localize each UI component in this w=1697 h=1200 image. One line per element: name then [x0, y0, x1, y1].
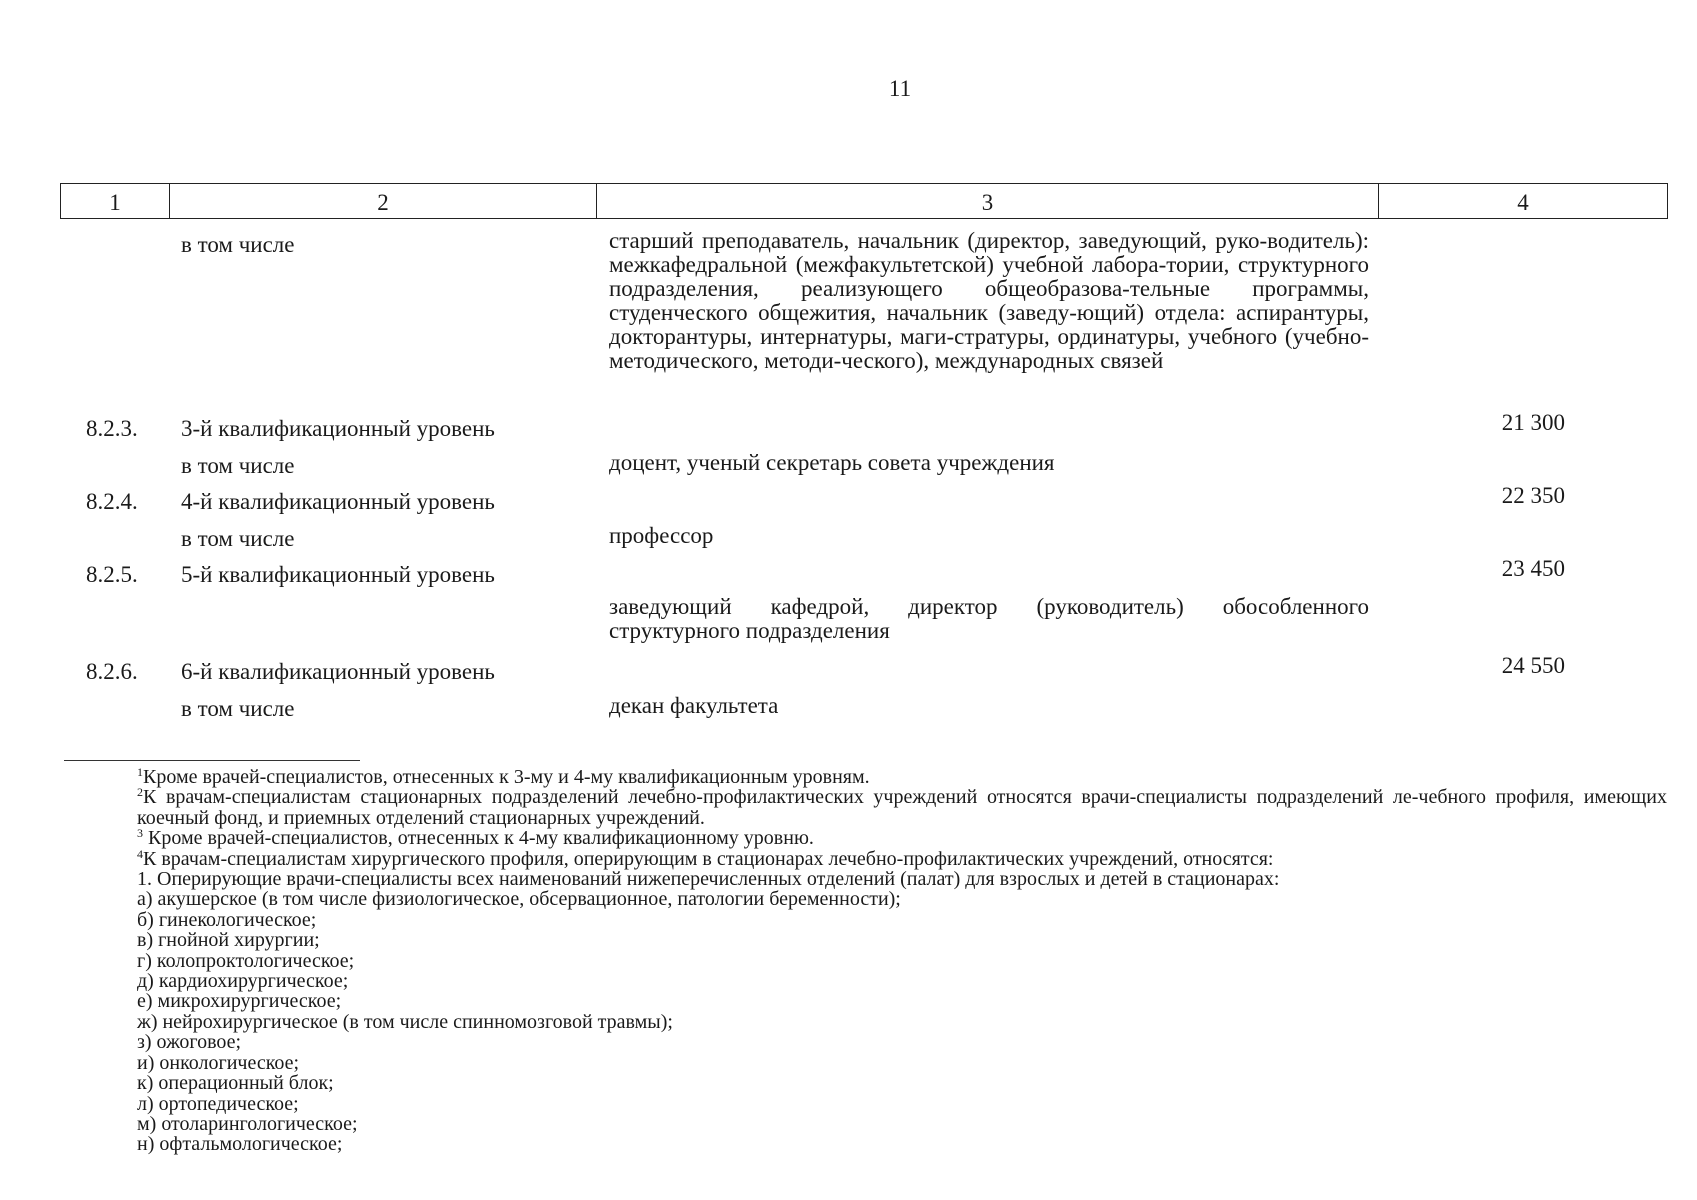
row-description: декан факультета [609, 693, 779, 718]
footnote-line: ж) нейрохирургическое (в том числе спинномозговой травмы); [137, 1010, 673, 1033]
footnote-line: д) кардиохирургическое; [137, 970, 349, 993]
footnote [137, 787, 1667, 828]
footnote-separator [64, 760, 360, 761]
column-header-4: 4 [1517, 190, 1529, 215]
row-name: в том числе [181, 232, 295, 257]
footnote-line: м) отоларингологическое; [137, 1112, 358, 1135]
footnote-line: е) микрохирургическое; [137, 990, 342, 1013]
row-description: доцент, ученый секретарь совета учреждения [609, 450, 1055, 475]
row-description: старший преподаватель, начальник (директор, заведующий, руко-водитель): межкафедральной (межфакультетской) учебной лабора-тории, структурного подразделения, реализующего общеобразова-тельные программы, студенческого общежития, начальник (заведу-ющий) отдела: аспирантуры, докторантуры, интернатуры, маги-стратуры, ординатуры, учебного (учебно-методического, методи-ческого), международных связей [609, 228, 1369, 373]
row-name: в том числе [181, 453, 295, 478]
column-header-2: 2 [170, 184, 597, 218]
row-name: 3-й квалификационный уровень [181, 416, 495, 441]
footnote-text: К врачам-специалистам стационарных подразделений лечебно-профилактических учреждений относятся врачи-специалисты подразделений ле-чебного профиля, имеющих коечный фонд, и приемных отделений стационарных учреждений. [137, 786, 1667, 829]
row-name: 5-й квалификационный уровень [181, 562, 495, 587]
footnote-text: Кроме врачей-специалистов, отнесенных к 3-му и 4-му квалификационным уровням. [143, 766, 870, 788]
footnote-line: н) офтальмологическое; [137, 1133, 343, 1156]
row-number: 8.2.5. [86, 562, 138, 587]
footnote-line: и) онкологическое; [137, 1051, 300, 1074]
page-number: 11 [888, 76, 912, 101]
footnote-line: л) ортопедическое; [137, 1092, 299, 1115]
row-value: 21 300 [1501, 410, 1565, 435]
footnote-mark: 4 [137, 846, 143, 861]
row-number: 8.2.6. [86, 659, 138, 684]
footnote-line: з) ожоговое; [137, 1031, 242, 1054]
column-header-1: 1 [61, 184, 170, 218]
row-value: 23 450 [1501, 556, 1565, 581]
footnote-line: к) операционный блок; [137, 1072, 334, 1095]
row-name: в том числе [181, 526, 295, 551]
footnote-text: К врачам-специалистам хирургического профиля, оперирующим в стационарах лечебно-профилактических учреждений, относятся: [143, 847, 1274, 870]
row-description: заведующий кафедрой, директор (руководитель) обособленного структурного подразделения [609, 594, 1369, 643]
footnote-mark: 2 [137, 785, 143, 800]
row-number: 8.2.4. [86, 489, 138, 514]
row-description: профессор [609, 523, 714, 548]
row-value: 24 550 [1501, 653, 1565, 678]
row-name: 4-й квалификационный уровень [181, 489, 495, 514]
footnote [137, 828, 1667, 848]
footnote-line: г) колопроктологическое; [137, 949, 355, 972]
footnote-mark: 3 [137, 826, 143, 841]
table-header [60, 183, 1668, 219]
footnote [137, 846, 1667, 870]
footnote-mark: 1 [137, 765, 143, 779]
footnotes [137, 767, 1667, 1155]
footnote-line: 1. Оперирующие врачи-специалисты всех наименований нижеперечисленных отделений (палат) для взрослых и детей в стационарах: [137, 868, 1280, 891]
footnote-line: а) акушерское (в том числе физиологическое, обсервационное, патологии беременности); [137, 888, 901, 911]
footnote [137, 767, 1667, 787]
row-name: в том числе [181, 696, 295, 721]
footnote-text: Кроме врачей-специалистов, отнесенных к 4-му квалификационному уровню. [143, 827, 814, 850]
footnote-line: б) гинекологическое; [137, 908, 317, 931]
row-number: 8.2.3. [86, 416, 138, 441]
footnote-line: в) гнойной хирургии; [137, 929, 320, 952]
row-value: 22 350 [1501, 483, 1565, 508]
row-name: 6-й квалификационный уровень [181, 659, 495, 684]
column-header-3: 3 [597, 184, 1379, 218]
